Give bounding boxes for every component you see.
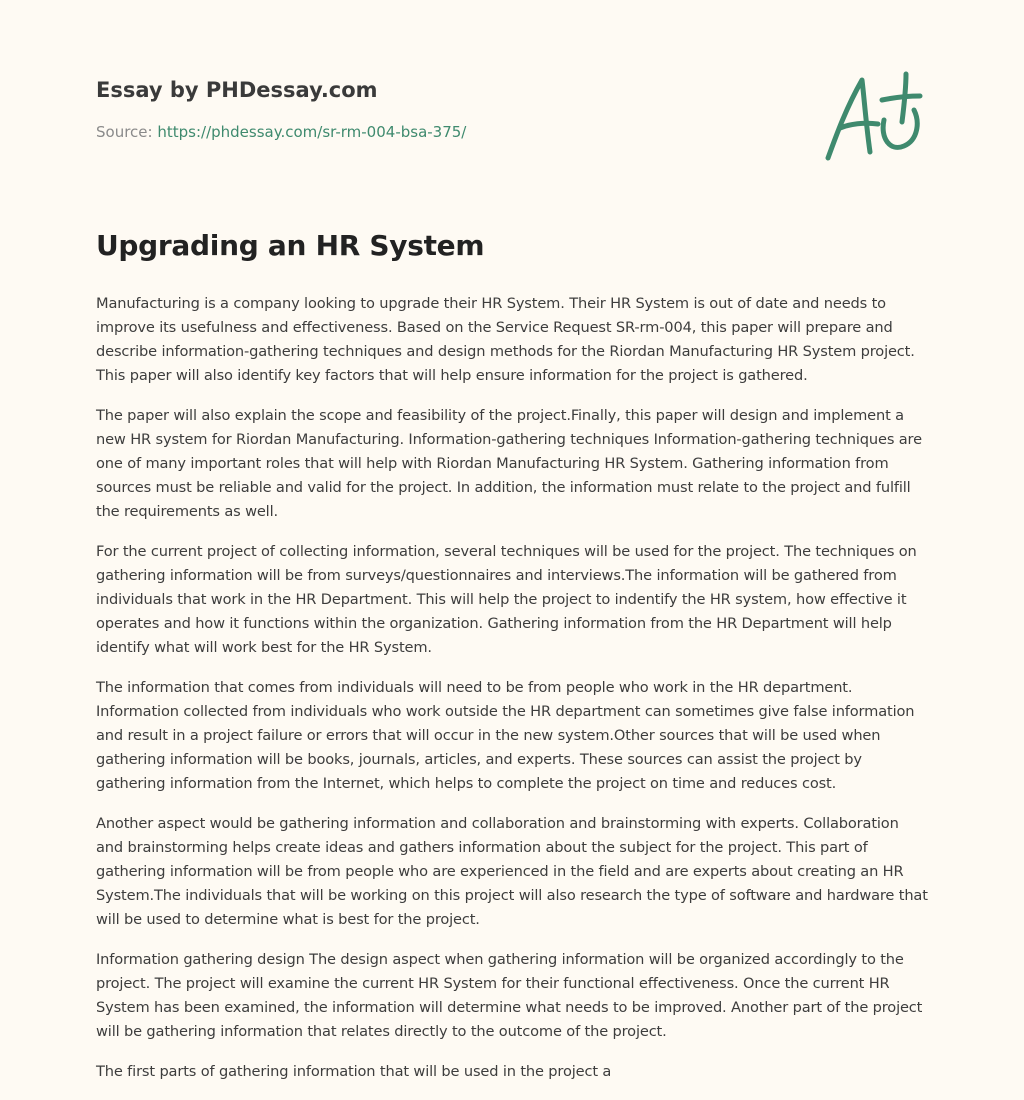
essay-paragraph: Information gathering design The design aspect when gathering information will be organized accordingly to the project. The project will examine the current HR System for their functional effectiveness. Once the current HR System has been examined, the information will determine what needs to be improved. Another part of the project will be gathering information that relates directly to the outcome of the project.	[96, 951, 923, 1040]
essay-paragraph: The information that comes from individuals will need to be from people who work in the HR department. Information collected from individuals who work outside the HR department can sometimes give false information and result in a project failure or errors that will occur in the new system.Other sources that will be used when gathering information will be books, journals, articles, and experts. These sources can assist the project by gathering information from the Internet, which helps to complete the project on time and reduces cost.	[96, 679, 915, 792]
source-link[interactable]: https://phdessay.com/sr-rm-004-bsa-375/	[157, 123, 467, 141]
essay-paragraph: For the current project of collecting information, several techniques will be used for the project. The techniques on gathering information will be from surveys/questionnaires and interviews.The information will be gathered from individuals that work in the HR Department. This will help the project to indentify the HR system, how effective it operates and how it functions within the organization. Gathering information from the HR Department will help identify what will work best for the HR System.	[96, 543, 917, 656]
essay-title: Upgrading an HR System	[96, 229, 485, 262]
source-line	[96, 122, 796, 142]
essay-paragraph: The first parts of gathering information that will be used in the project a	[96, 1063, 612, 1080]
essay-header	[96, 74, 796, 142]
a-plus-grade-icon	[820, 66, 930, 166]
essay-content	[96, 226, 930, 1100]
source-label: Source:	[96, 123, 153, 141]
essay-paragraph: Manufacturing is a company looking to upgrade their HR System. Their HR System is out of date and needs to improve its usefulness and effectiveness. Based on the Service Request SR-rm-004, this paper will prepare and describe information-gathering techniques and design methods for the Riordan Manufacturing HR System project. This paper will also identify key factors that will help ensure information for the project is gathered.	[96, 295, 915, 384]
essay-paragraph: Another aspect would be gathering information and collaboration and brainstorming with experts. Collaboration and brainstorming helps create ideas and gathers information about the subject for the project. This part of gathering information will be from people who are experienced in the field and are experts about creating an HR System.The individuals that will be working on this project will also research the type of software and hardware that will be used to determine what is best for the project.	[96, 815, 928, 928]
site-title: Essay by PHDessay.com	[96, 78, 378, 102]
essay-paragraph: The paper will also explain the scope and feasibility of the project.Finally, this paper will design and implement a new HR system for Riordan Manufacturing. Information-gathering techniques Information-gathering techniques are one of many important roles that will help with Riordan Manufacturing HR System. Gathering information from sources must be reliable and valid for the project. In addition, the information must relate to the project and fulfill the requirements as well.	[96, 407, 922, 520]
